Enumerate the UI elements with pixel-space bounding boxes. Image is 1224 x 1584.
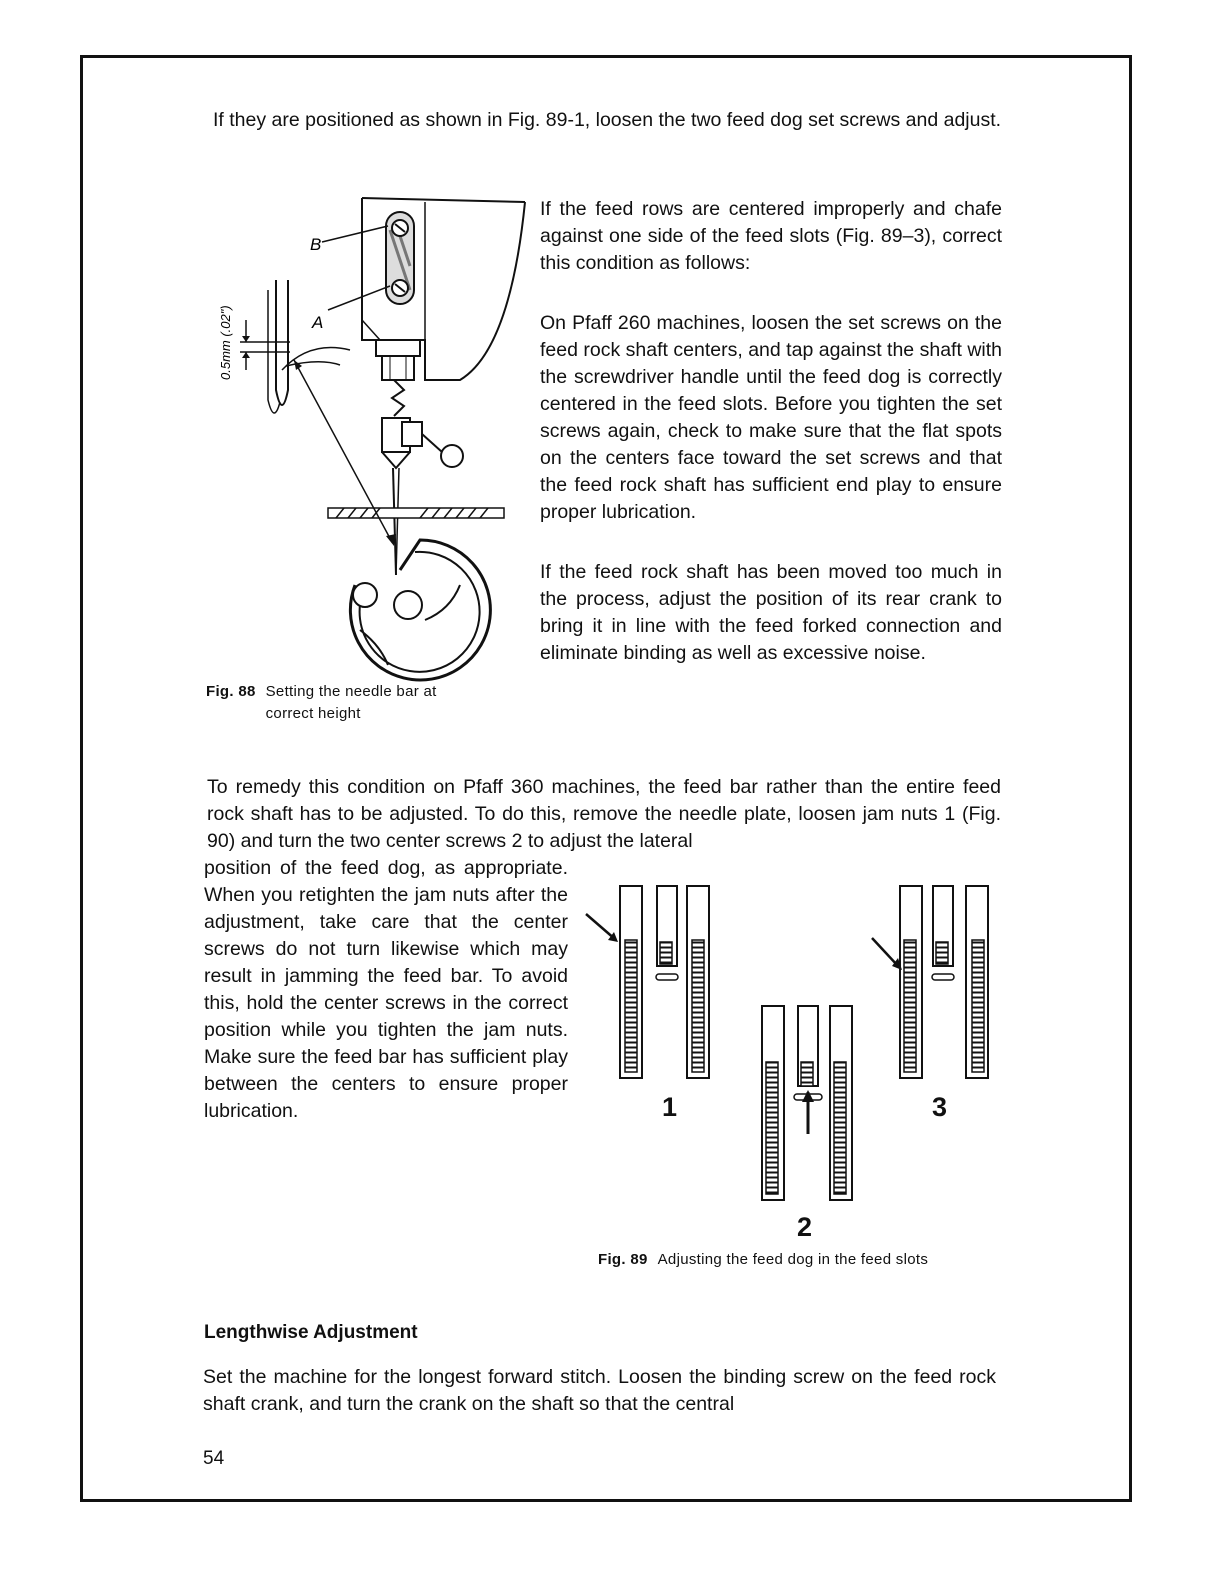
dimension-label: 0.5mm (.02") [218, 305, 233, 380]
paragraph-feed-rows: If the feed rows are centered improperly and chafe against one side of the feed slots (Fig. 89–3), correct this condition as follows: [540, 198, 1002, 274]
paragraph-rear-crank: If the feed rock shaft has been moved too much in the process, adjust the position of its rear crank to bring it in line with the feed forked connection and eliminate binding as well as excessive noise. [540, 561, 1002, 664]
feed-dog-position-3 [872, 886, 988, 1078]
fig88-number: Fig. 88 [206, 683, 256, 700]
fig89-caption [598, 1249, 1008, 1271]
intro-paragraph: If they are positioned as shown in Fig. 89-1, loosen the two feed dog set screws and adjust. [213, 109, 1002, 131]
feed-dog-position-1 [586, 886, 709, 1078]
fig89-label-3: 3 [932, 1092, 948, 1122]
remedy-paragraph-top: To remedy this condition on Pfaff 360 machines, the feed bar rather than the entire feed rock shaft has to be adjusted. To do this, remove the needle plate, loosen jam nuts 1 (Fig. 90) and turn the two center screws 2 to adjust the lateral [207, 776, 1001, 852]
paragraph-pfaff-260: On Pfaff 260 machines, loosen the set screws on the feed rock shaft centers, and tap against the shaft with the screwdriver handle until the feed dog is correctly centered in the feed slots. Before you tighten the set screws again, check to make sure that the flat spots on the centers face toward the set screws and that the feed rock shaft has sufficient end play to ensure proper lubrication. [540, 312, 1002, 523]
fig89-feed-dog-illustration [580, 880, 1000, 1210]
remedy-paragraph-left: position of the feed dog, as appropriate. When you retighten the jam nuts after the adjustment, take care that the center screws do not turn likewise which may result in jamming the feed bar. To avoid this, hold the center screws in the correct position while you tighten the jam nuts. Make sure the feed bar has sufficient play between the centers to ensure proper lubrication. [204, 857, 568, 1122]
right-column-text [540, 196, 1002, 700]
page-number: 54 [203, 1448, 225, 1469]
feed-dog-position-2 [762, 1006, 852, 1200]
fig88-needle-bar-illustration [210, 190, 530, 670]
label-a: A [312, 313, 324, 332]
fig89-label-1: 1 [662, 1092, 678, 1122]
section-heading: Lengthwise Adjustment [204, 1322, 418, 1343]
fig89-number: Fig. 89 [598, 1251, 648, 1268]
fig88-caption-text: Setting the needle bar at correct height [265, 683, 437, 722]
fig89-caption-text: Adjusting the feed dog in the feed slots [657, 1251, 929, 1268]
lengthwise-paragraph: Set the machine for the longest forward stitch. Loosen the binding screw on the feed rock shaft crank, and turn the crank on the shaft so that the central [203, 1366, 996, 1415]
label-b: B [310, 235, 322, 254]
fig89-label-2: 2 [797, 1212, 813, 1242]
fig88-caption [206, 681, 506, 725]
